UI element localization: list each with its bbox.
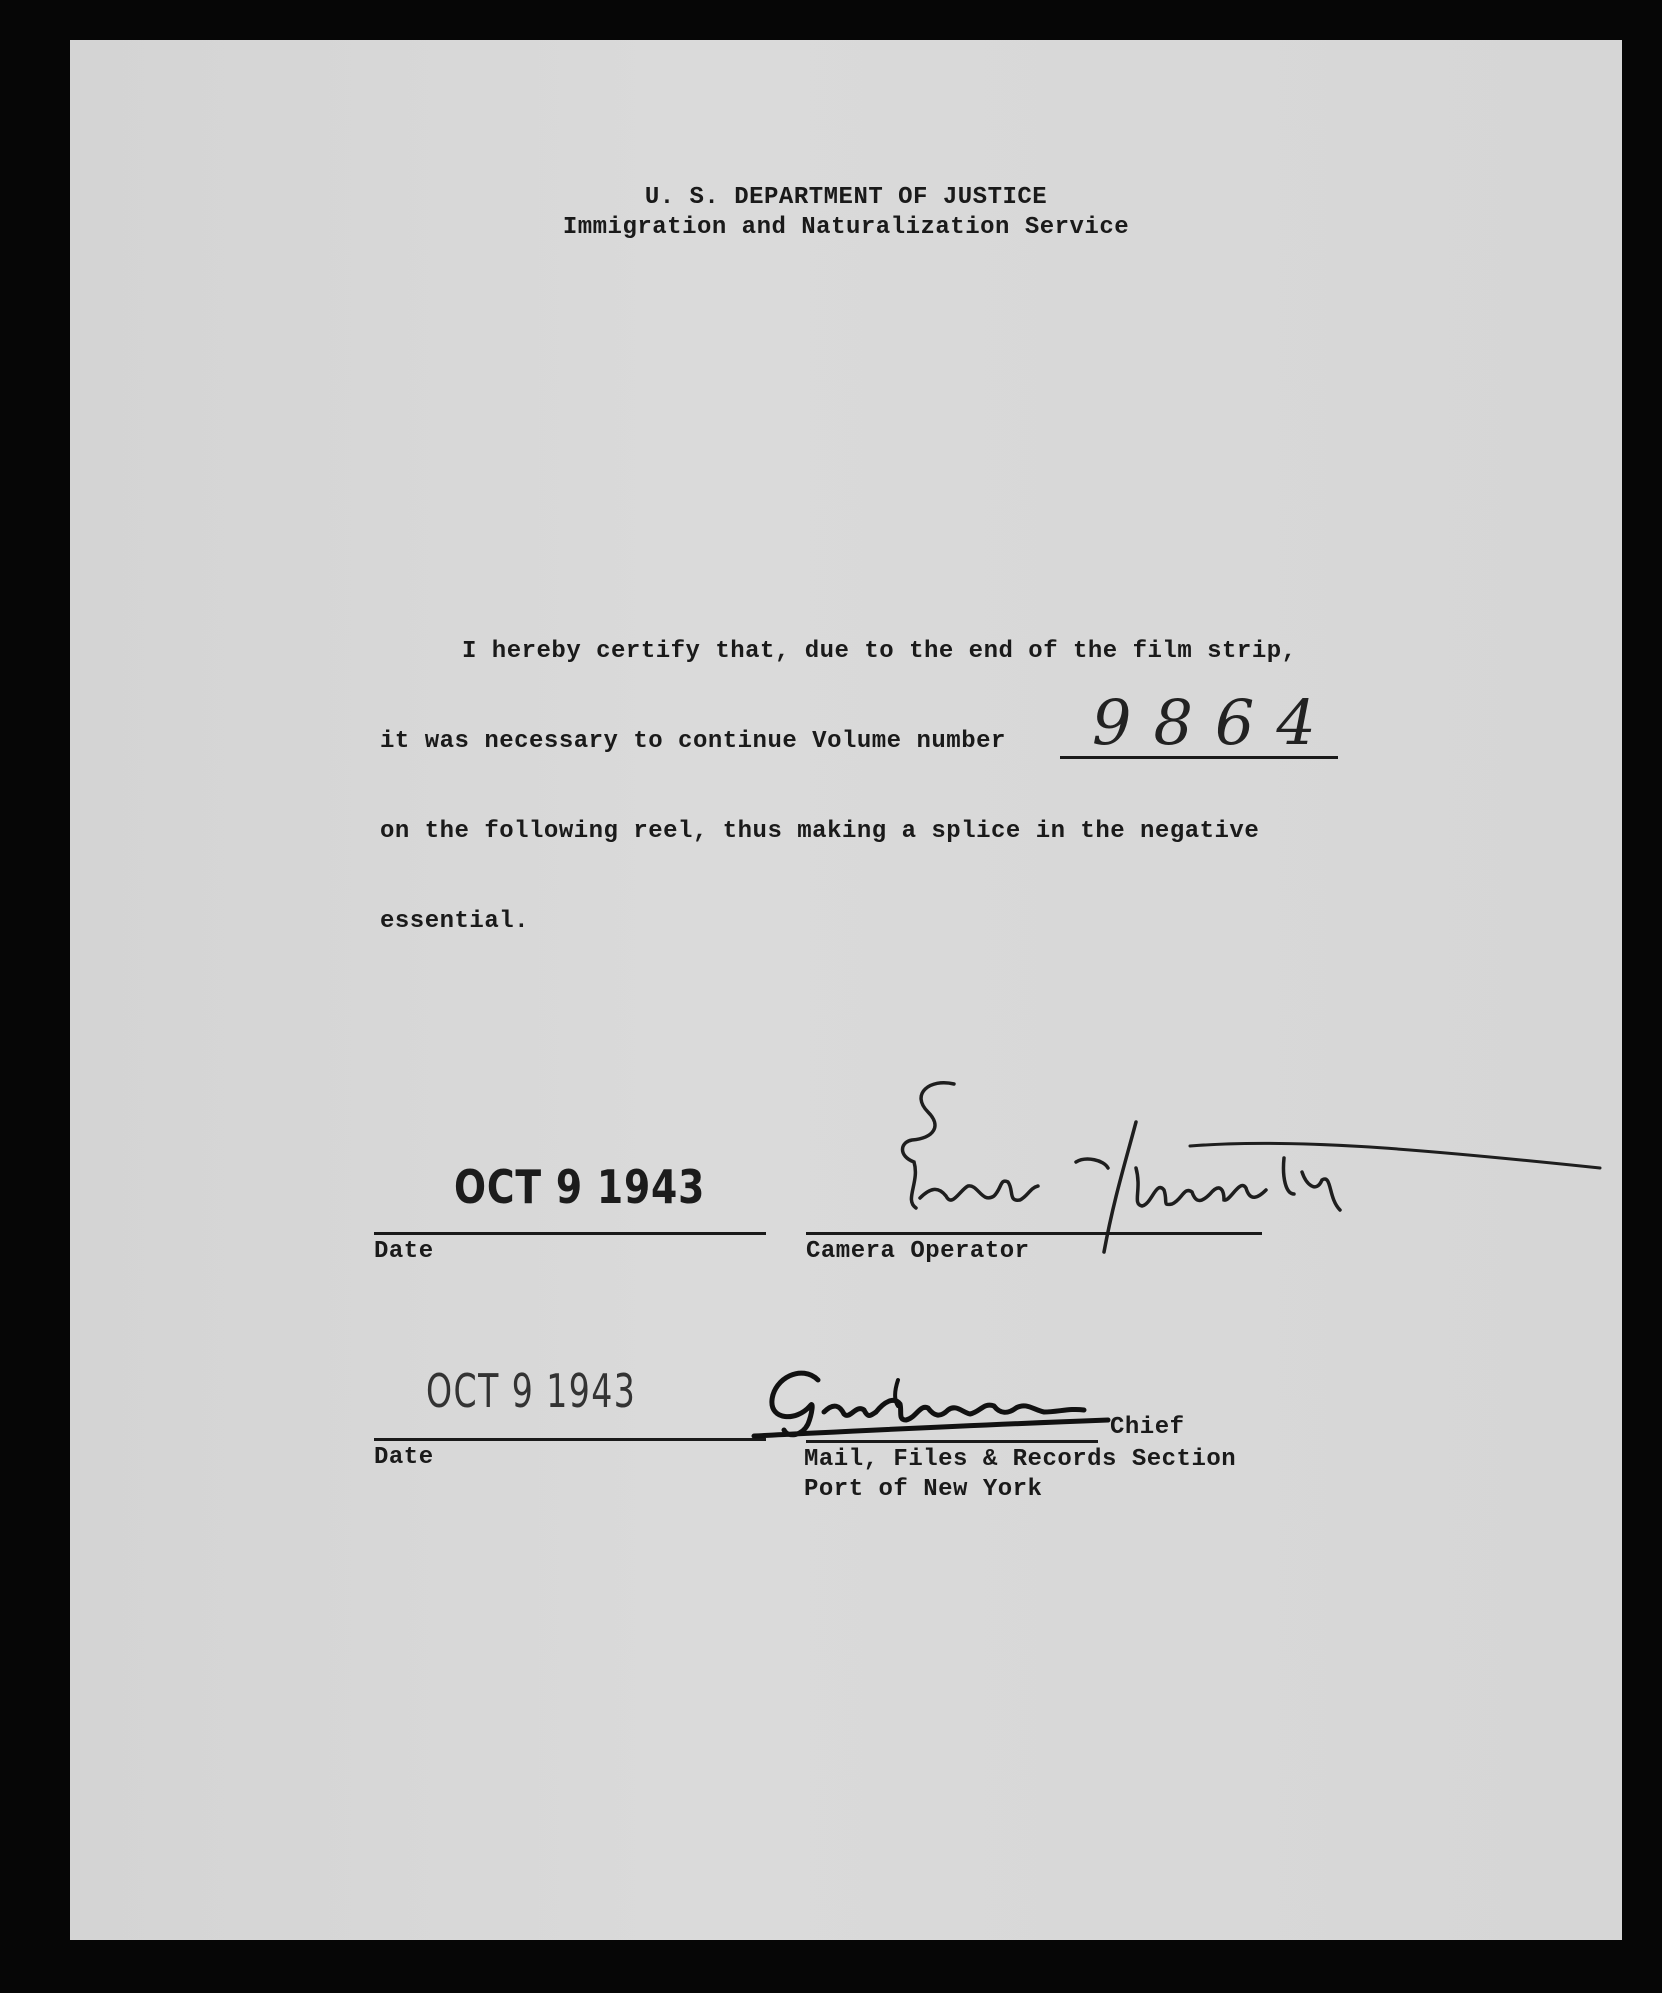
chief-title: Chief xyxy=(1110,1414,1185,1441)
camera-operator-label: Camera Operator xyxy=(806,1238,1030,1265)
service-heading: Immigration and Naturalization Service xyxy=(562,214,1130,241)
chief-title-line-3: Port of New York xyxy=(804,1476,1043,1503)
date-rule-1 xyxy=(374,1232,766,1235)
volume-number-handwritten: 9864 xyxy=(1092,686,1338,759)
document-sheet xyxy=(70,40,1622,1940)
camera-operator-rule xyxy=(806,1232,1262,1235)
certificate-line-2: it was necessary to continue Volume number xyxy=(380,728,1006,755)
date-label-1: Date xyxy=(374,1238,434,1265)
certificate-line-4: essential. xyxy=(380,908,530,935)
agency-heading: U. S. DEPARTMENT OF JUSTICE xyxy=(644,184,1048,211)
date-stamp-1: OCT 9 1943 xyxy=(454,1160,706,1214)
date-rule-2 xyxy=(374,1438,766,1441)
certificate-line-1: I hereby certify that, due to the end of the film strip, xyxy=(462,638,1297,665)
chief-rule xyxy=(806,1440,1098,1443)
chief-signature xyxy=(748,1340,1168,1450)
certificate-line-3: on the following reel, thus making a splice in the negative xyxy=(380,818,1260,845)
date-stamp-2: OCT 9 1943 xyxy=(426,1364,637,1418)
chief-title-line-2: Mail, Files & Records Section xyxy=(804,1446,1237,1473)
date-label-2: Date xyxy=(374,1444,434,1471)
